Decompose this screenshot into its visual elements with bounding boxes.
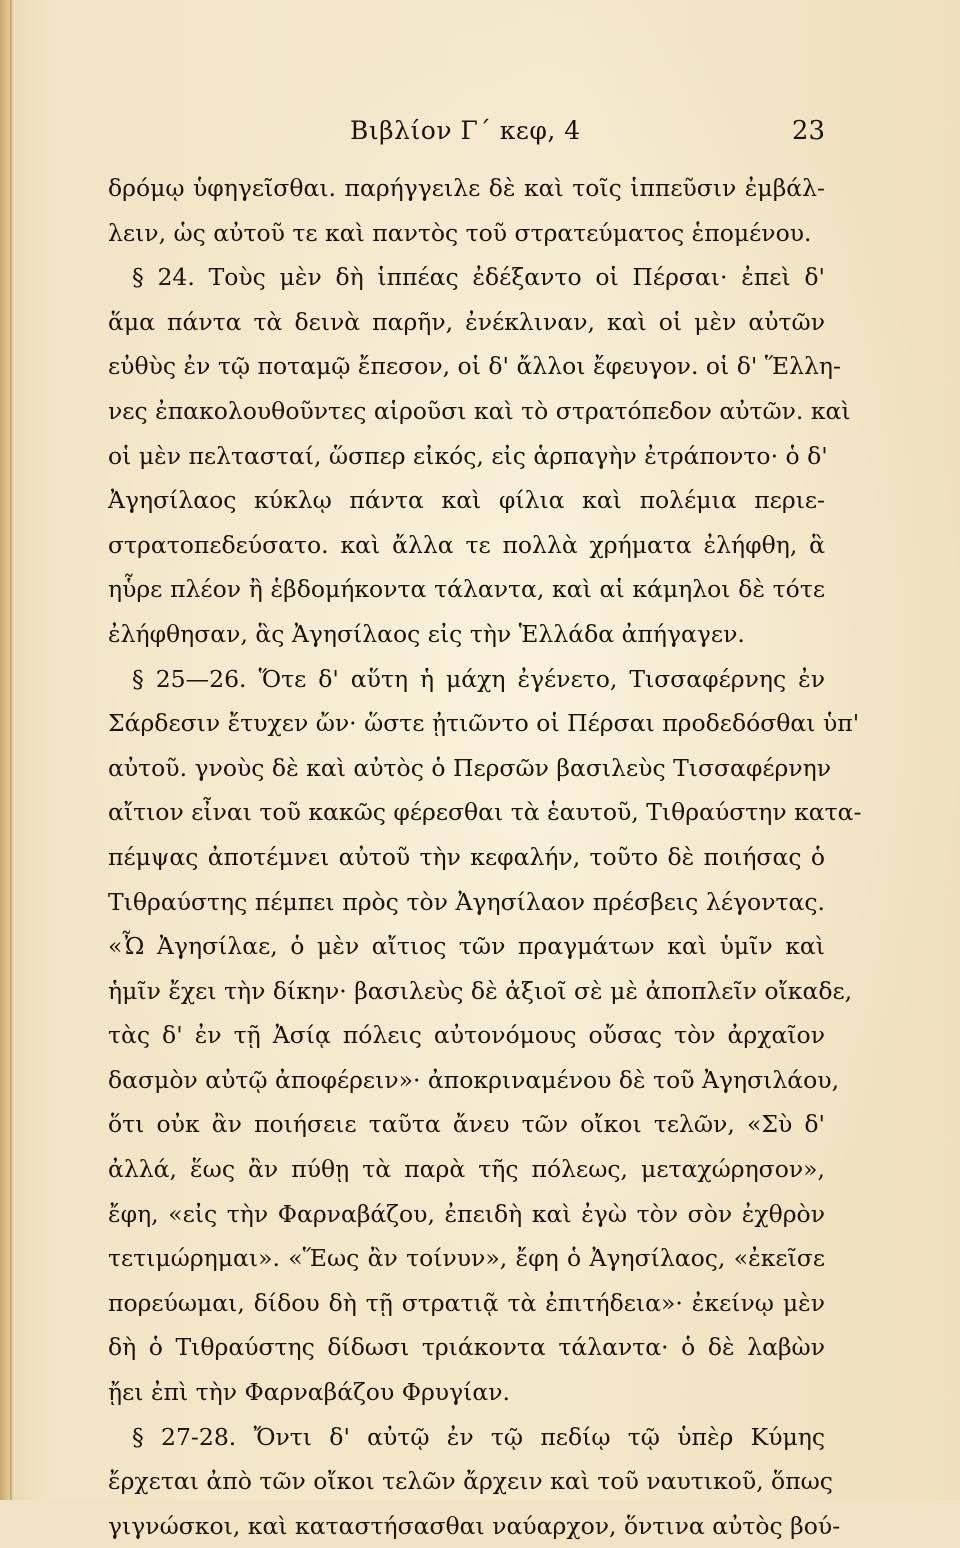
text-line: § 24. Τοὺς μὲν δὴ ἱππέας ἐδέξαντο οἱ Πέρσαι· ἐπεὶ δ'	[132, 263, 825, 292]
text-line: ὅτι οὐκ ἂν ποιήσειε ταῦτα ἄνευ τῶν οἴκοι τελῶν, «Σὺ δ'	[108, 1110, 825, 1139]
page-number: 23	[791, 116, 825, 146]
text-line: § 27-28. Ὄντι δ' αὐτῷ ἐν τῷ πεδίῳ τῷ ὑπὲρ Κύμης	[132, 1422, 825, 1451]
text-line: τὰς δ' ἐν τῇ Ἀσίᾳ πόλεις αὐτονόμους οὔσας τὸν ἀρχαῖον	[108, 1021, 825, 1050]
text-line: ἅμα πάντα τὰ δεινὰ παρῆν, ἐνέκλιναν, καὶ οἱ μὲν αὐτῶν	[108, 307, 825, 336]
text-line: Σάρδεσιν ἔτυχεν ὤν· ὥστε ᾐτιῶντο οἱ Πέρσαι προδεδόσθαι ὑπ'	[108, 709, 860, 738]
text-line: αὐτοῦ. γνοὺς δὲ καὶ αὐτὸς ὁ Περσῶν βασιλεὺς Τισσαφέρνην	[108, 753, 832, 782]
text-line: § 25—26. Ὅτε δ' αὕτη ἡ μάχη ἐγένετο, Τισσαφέρνης ἐν	[132, 664, 825, 693]
text-line: στρατοπεδεύσατο. καὶ ἄλλα τε πολλὰ χρήματα ἐλήφθη, ἃ	[108, 530, 825, 559]
text-line: νες ἐπακολουθοῦντες αἱροῦσι καὶ τὸ στρατόπεδον αὐτῶν. καὶ	[108, 396, 851, 425]
binding-line	[10, 0, 12, 1500]
text-line: ᾔει ἐπὶ τὴν Φαρναβάζου Φρυγίαν.	[108, 1378, 510, 1407]
text-line: αἴτιον εἶναι τοῦ κακῶς φέρεσθαι τὰ ἑαυτοῦ, Τιθραύστην κατα-	[108, 798, 862, 827]
text-line: ἡμῖν ἔχει τὴν δίκην· βασιλεὺς δὲ ἀξιοῖ σὲ μὲ ἀποπλεῖν οἴκαδε,	[108, 976, 853, 1005]
text-line: ηὗρε πλέον ἢ ἑβδομήκοντα τάλαντα, καὶ αἱ κάμηλοι δὲ τότε	[108, 575, 825, 604]
text-line: γιγνώσκοι, καὶ καταστήσασθαι ναύαρχον, ὅντινα αὐτὸς βού-	[108, 1511, 841, 1540]
running-head: Βιβλίον Γ΄ κεφ, 4	[350, 116, 581, 145]
page-header	[108, 116, 825, 150]
text-line: λειν, ὡς αὐτοῦ τε καὶ παντὸς τοῦ στρατεύματος ἑπομένου.	[108, 218, 812, 247]
text-line: πορεύωμαι, δίδου δὴ τῇ στρατιᾷ τὰ ἐπιτήδεια»· ἐκείνῳ μὲν	[108, 1288, 825, 1317]
text-line: «Ὦ Ἀγησίλαε, ὁ μὲν αἴτιος τῶν πραγμάτων καὶ ὑμῖν καὶ	[108, 932, 825, 961]
text-line: τετιμώρημαι». «Ἕως ἂν τοίνυν», ἔφη ὁ Ἀγησίλαος, «ἐκεῖσε	[108, 1244, 825, 1273]
text-line: ἔφη, «εἰς τὴν Φαρναβάζου, ἐπειδὴ καὶ ἐγὼ τὸν σὸν ἐχθρὸν	[108, 1199, 825, 1228]
text-line: ἔρχεται ἀπὸ τῶν οἴκοι τελῶν ἄρχειν καὶ τοῦ ναυτικοῦ, ὅπως	[108, 1467, 833, 1496]
text-line: ἀλλά, ἕως ἂν πύθῃ τὰ παρὰ τῆς πόλεως, μεταχώρησον»,	[108, 1155, 825, 1184]
text-line: δὴ ὁ Τιθραύστης δίδωσι τριάκοντα τάλαντα· ὁ δὲ λαβὼν	[108, 1333, 825, 1362]
text-line: δασμὸν αὐτῷ ἀποφέρειν»· ἀποκριναμένου δὲ τοῦ Ἀγησιλάου,	[108, 1065, 840, 1094]
body-text	[108, 166, 862, 1540]
text-line: ἐλήφθησαν, ἃς Ἀγησίλαος εἰς τὴν Ἑλλάδα ἀπήγαγεν.	[108, 619, 745, 648]
text-line: Ἀγησίλαος κύκλῳ πάντα καὶ φίλια καὶ πολέμια περιε-	[108, 486, 825, 515]
text-line: εὐθὺς ἐν τῷ ποταμῷ ἔπεσον, οἱ δ' ἄλλοι ἔφευγον. οἱ δ' Ἕλλη-	[108, 352, 841, 381]
text-line: πέμψας ἀποτέμνει αὐτοῦ τὴν κεφαλήν, τοῦτο δὲ ποιήσας ὁ	[108, 842, 825, 871]
text-line: Τιθραύστης πέμπει πρὸς τὸν Ἀγησίλαον πρέσβεις λέγοντας.	[108, 887, 825, 916]
text-line: δρόμῳ ὑφηγεῖσθαι. παρήγγειλε δὲ καὶ τοῖς ἱππεῦσιν ἐμβάλ-	[108, 174, 825, 202]
text-line: οἱ μὲν πελτασταί, ὥσπερ εἰκός, εἰς ἁρπαγὴν ἐτράποντο· ὁ δ'	[108, 441, 828, 470]
